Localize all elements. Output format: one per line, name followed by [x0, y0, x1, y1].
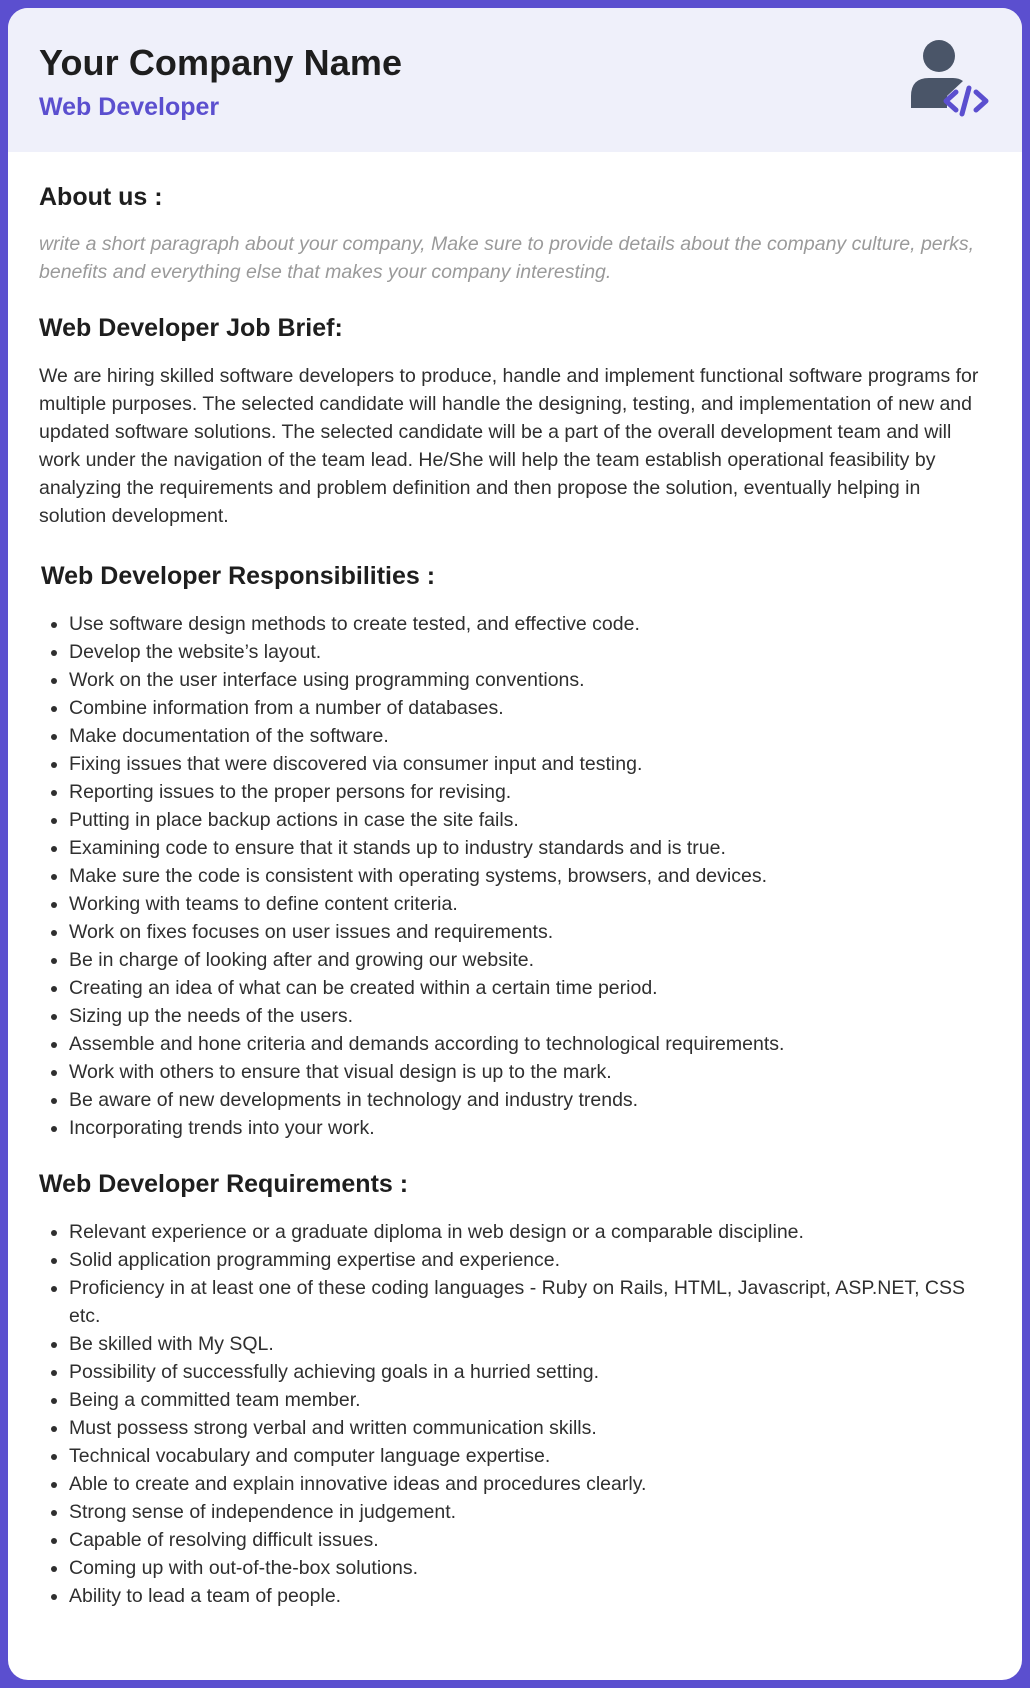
list-item: • Examining code to ensure that it stands up to industry standards and is true. [69, 834, 991, 862]
list-item: • Able to create and explain innovative ideas and procedures clearly. [69, 1470, 991, 1498]
company-name: Your Company Name [39, 42, 403, 83]
list-item: • Sizing up the needs of the users. [69, 1002, 991, 1030]
list-item: • Putting in place backup actions in case the site fails. [69, 806, 991, 834]
brief-heading: Web Developer Job Brief: [39, 314, 343, 342]
brief-text: We are hiring skilled software developers to produce, handle and implement functional software programs for multiple purposes. The selected candidate will handle the designing, testing, and implementation of new and updated software solutions. The selected candidate will be a part of the overall development team and will work under the navigation of the team lead. He/She will help the team establish operational feasibility by analyzing the requirements and problem definition and then propose the solution, eventually helping in solution development. [39, 365, 979, 527]
list-item: • Strong sense of independence in judgement. [69, 1498, 991, 1526]
list-item: • Use software design methods to create tested, and effective code. [69, 610, 991, 638]
list-item: • Develop the website’s layout. [69, 638, 991, 666]
list-item: • Incorporating trends into your work. [69, 1114, 991, 1142]
requirements-list [39, 1218, 991, 1610]
about-heading: About us : [39, 183, 163, 211]
header [8, 8, 1022, 152]
content [8, 152, 1022, 1610]
developer-code-icon [908, 38, 992, 128]
list-item: • Work on fixes focuses on user issues and requirements. [69, 918, 991, 946]
job-title: Web Developer [39, 93, 220, 121]
list-item: • Make documentation of the software. [69, 722, 991, 750]
list-item: • Coming up with out-of-the-box solutions. [69, 1554, 991, 1582]
list-item: • Proficiency in at least one of these coding languages - Ruby on Rails, HTML, Javascript, ASP.NET, CSS etc. [69, 1274, 991, 1330]
list-item: • Be in charge of looking after and growing our website. [69, 946, 991, 974]
responsibilities-list [39, 610, 991, 1142]
list-item: • Must possess strong verbal and written communication skills. [69, 1414, 991, 1442]
list-item: • Ability to lead a team of people. [69, 1582, 991, 1610]
list-item: • Technical vocabulary and computer language expertise. [69, 1442, 991, 1470]
list-item: • Work with others to ensure that visual design is up to the mark. [69, 1058, 991, 1086]
list-item: • Combine information from a number of databases. [69, 694, 991, 722]
list-item: • Working with teams to define content criteria. [69, 890, 991, 918]
requirements-heading: Web Developer Requirements : [39, 1170, 409, 1198]
job-description-card [8, 8, 1022, 1680]
list-item: • Make sure the code is consistent with operating systems, browsers, and devices. [69, 862, 991, 890]
list-item: • Assemble and hone criteria and demands according to technological requirements. [69, 1030, 991, 1058]
list-item: • Relevant experience or a graduate diploma in web design or a comparable discipline. [69, 1218, 991, 1246]
list-item: • Work on the user interface using programming conventions. [69, 666, 991, 694]
list-item: • Possibility of successfully achieving goals in a hurried setting. [69, 1358, 991, 1386]
list-item: • Be skilled with My SQL. [69, 1330, 991, 1358]
list-item: • Reporting issues to the proper persons for revising. [69, 778, 991, 806]
list-item: • Solid application programming expertise and experience. [69, 1246, 991, 1274]
list-item: • Being a committed team member. [69, 1386, 991, 1414]
about-text: write a short paragraph about your company, Make sure to provide details about the company culture, perks, benefits and everything else that makes your company interesting. [39, 233, 975, 283]
list-item: • Capable of resolving difficult issues. [69, 1526, 991, 1554]
list-item: • Fixing issues that were discovered via consumer input and testing. [69, 750, 991, 778]
list-item: • Creating an idea of what can be created within a certain time period. [69, 974, 991, 1002]
responsibilities-heading: Web Developer Responsibilities : [41, 562, 436, 590]
list-item: • Be aware of new developments in technology and industry trends. [69, 1086, 991, 1114]
